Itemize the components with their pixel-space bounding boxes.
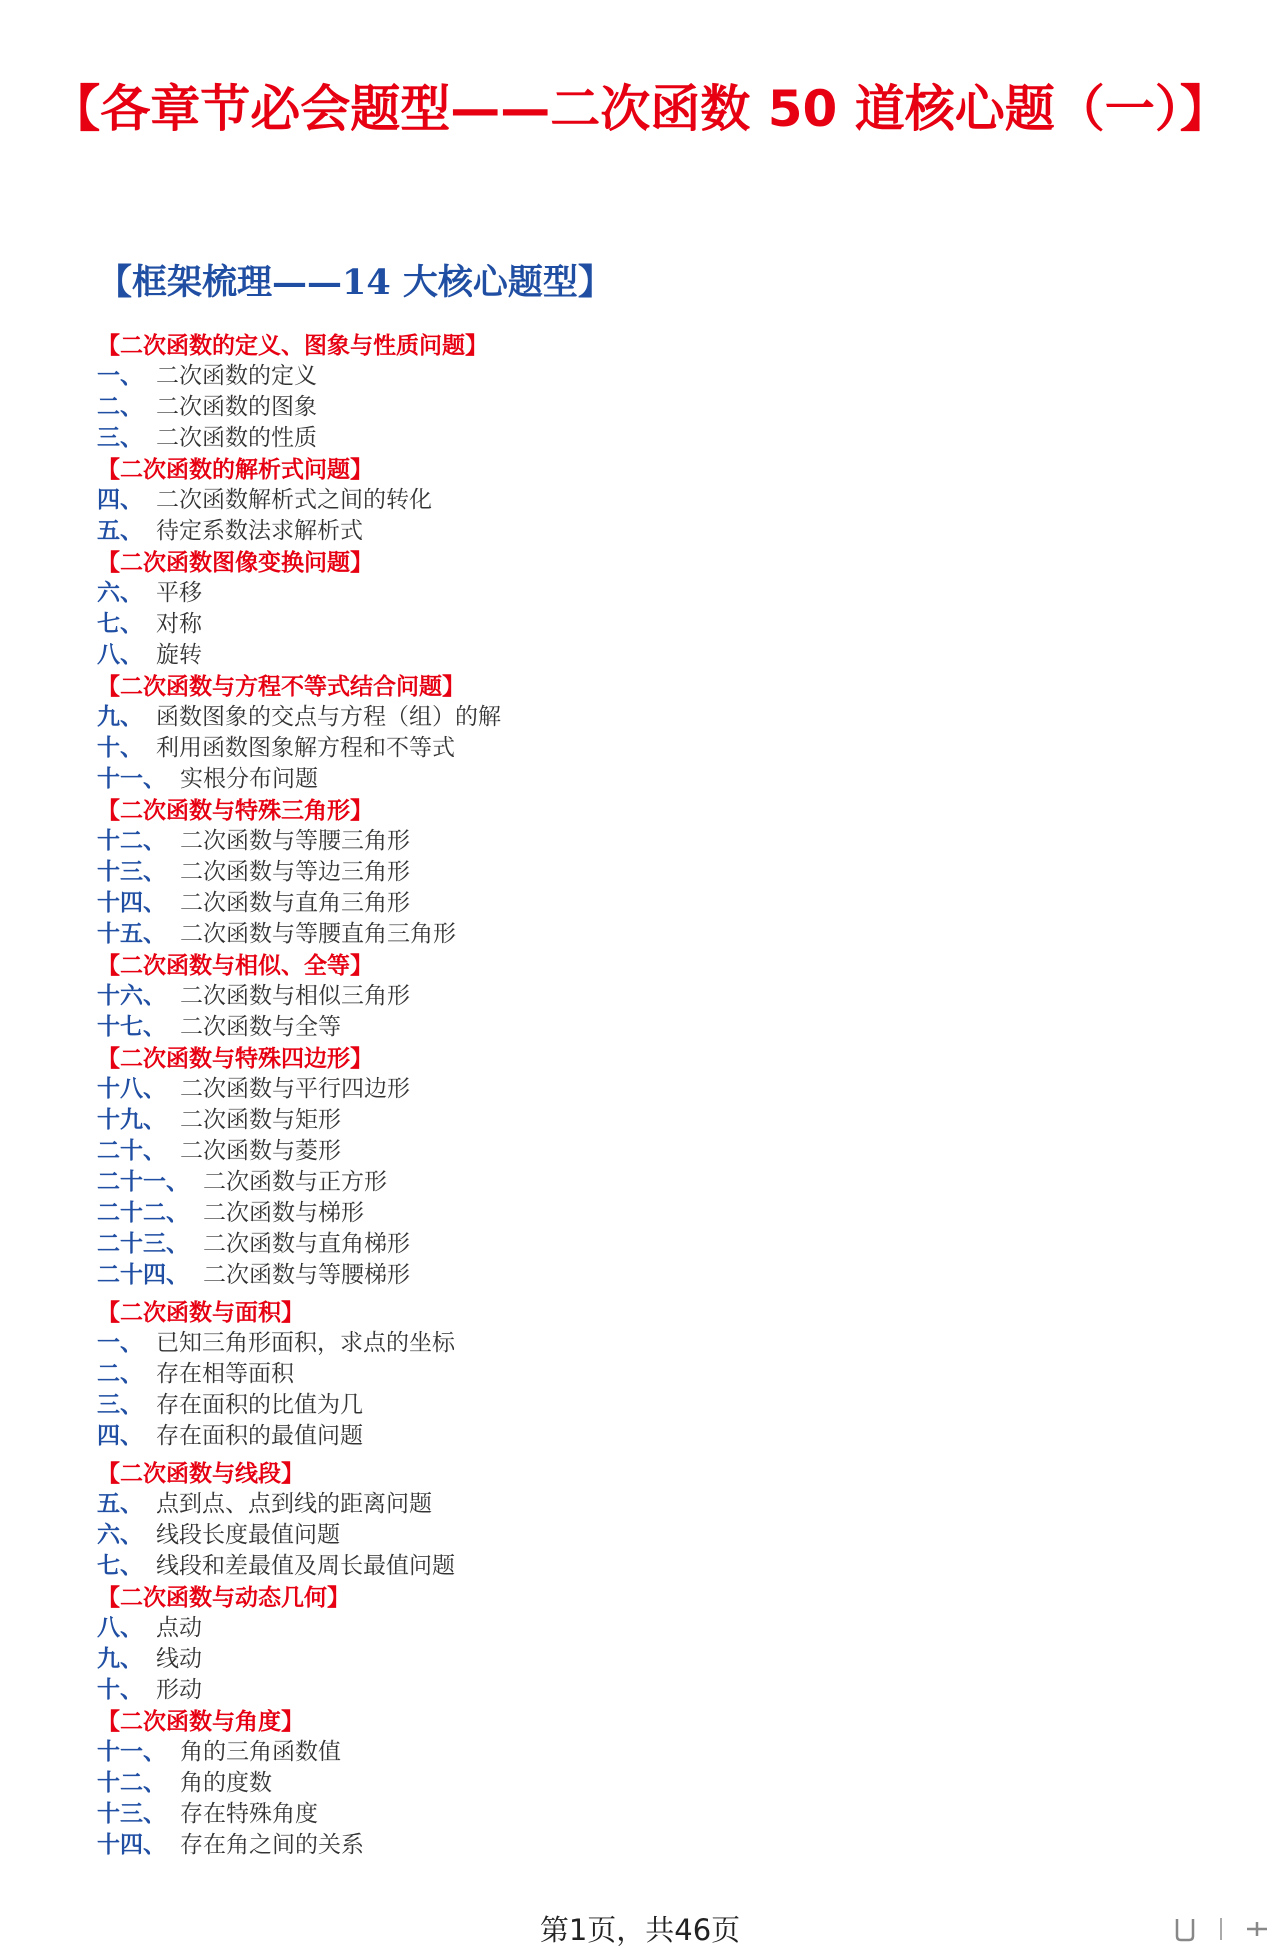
list-item <box>97 392 501 423</box>
item-text: 线动 <box>156 1646 202 1672</box>
item-text: 形动 <box>156 1677 202 1703</box>
section-heading: 【二次函数的解析式问题】 <box>97 456 373 483</box>
item-text: 点到点、点到线的距离问题 <box>156 1491 432 1517</box>
list-item <box>97 1644 501 1675</box>
item-number: 九、 <box>97 1646 143 1672</box>
item-number: 五、 <box>97 1491 143 1517</box>
item-number: 二、 <box>97 1361 143 1387</box>
item-number: 二十三、 <box>97 1231 189 1257</box>
item-text: 二次函数与矩形 <box>180 1107 341 1133</box>
item-number: 十二、 <box>97 1770 166 1796</box>
item-number: 五、 <box>97 518 143 544</box>
item-number: 十八、 <box>97 1076 166 1102</box>
item-text: 存在角之间的关系 <box>180 1832 364 1858</box>
list-item <box>97 1421 501 1452</box>
item-text: 二次函数与等边三角形 <box>180 859 410 885</box>
item-number: 十一、 <box>97 766 166 792</box>
item-number: 四、 <box>97 1423 143 1449</box>
section-heading: 【二次函数与相似、全等】 <box>97 952 373 979</box>
item-number: 十三、 <box>97 859 166 885</box>
section-heading: 【二次函数与特殊三角形】 <box>97 797 373 824</box>
item-number: 二十四、 <box>97 1262 189 1288</box>
item-text: 角的三角函数值 <box>180 1739 341 1765</box>
item-text: 二次函数与全等 <box>180 1014 341 1040</box>
item-text: 函数图象的交点与方程（组）的解 <box>156 704 501 730</box>
item-text: 二次函数的图象 <box>156 394 317 420</box>
item-text: 存在面积的最值问题 <box>156 1423 363 1449</box>
item-text: 线段长度最值问题 <box>156 1522 340 1548</box>
separator-icon <box>1208 1916 1234 1942</box>
item-number: 八、 <box>97 642 143 668</box>
list-item <box>97 578 501 609</box>
item-text: 二次函数与等腰直角三角形 <box>180 921 456 947</box>
item-number: 九、 <box>97 704 143 730</box>
section-heading: 【二次函数与面积】 <box>97 1299 304 1326</box>
item-text: 对称 <box>156 611 202 637</box>
item-number: 二十二、 <box>97 1200 189 1226</box>
list-item <box>97 1359 501 1390</box>
item-number: 十七、 <box>97 1014 166 1040</box>
item-number: 十二、 <box>97 828 166 854</box>
item-number: 十一、 <box>97 1739 166 1765</box>
item-number: 十四、 <box>97 890 166 916</box>
list-item <box>97 485 501 516</box>
item-number: 六、 <box>97 1522 143 1548</box>
item-text: 二次函数与等腰梯形 <box>203 1262 410 1288</box>
item-text: 二次函数解析式之间的转化 <box>156 487 432 513</box>
list-item <box>97 733 501 764</box>
list-item <box>97 609 501 640</box>
list-item <box>97 423 501 454</box>
item-number: 三、 <box>97 425 143 451</box>
bracket-icon[interactable] <box>1172 1916 1198 1942</box>
item-text: 利用函数图象解方程和不等式 <box>156 735 455 761</box>
list-item <box>97 764 501 795</box>
item-number: 十六、 <box>97 983 166 1009</box>
page-title: 【各章节必会题型——二次函数 50 道核心题（一）】 <box>50 80 1230 138</box>
item-number: 二、 <box>97 394 143 420</box>
item-text: 二次函数与梯形 <box>203 1200 364 1226</box>
item-text: 平移 <box>156 580 202 606</box>
list-item <box>97 1768 501 1799</box>
item-text: 角的度数 <box>180 1770 272 1796</box>
list-item <box>97 1260 501 1291</box>
list-item <box>97 1198 501 1229</box>
list-item <box>97 826 501 857</box>
item-text: 二次函数与正方形 <box>203 1169 387 1195</box>
item-number: 六、 <box>97 580 143 606</box>
list-item <box>97 1551 501 1582</box>
list-item <box>97 857 501 888</box>
item-number: 十、 <box>97 1677 143 1703</box>
list-item <box>97 516 501 547</box>
section-heading: 【二次函数与特殊四边形】 <box>97 1045 373 1072</box>
section-heading: 【二次函数的定义、图象与性质问题】 <box>97 332 488 359</box>
item-number: 七、 <box>97 611 143 637</box>
section-heading: 【二次函数与线段】 <box>97 1460 304 1487</box>
list-item <box>97 1328 501 1359</box>
item-number: 十五、 <box>97 921 166 947</box>
list-item <box>97 1012 501 1043</box>
viewer-toolbar <box>1172 1915 1270 1943</box>
item-text: 二次函数与平行四边形 <box>180 1076 410 1102</box>
list-item <box>97 919 501 950</box>
item-text: 线段和差最值及周长最值问题 <box>156 1553 455 1579</box>
list-item <box>97 1489 501 1520</box>
list-item <box>97 702 501 733</box>
item-text: 已知三角形面积，求点的坐标 <box>156 1330 455 1356</box>
item-text: 实根分布问题 <box>180 766 318 792</box>
item-text: 二次函数的性质 <box>156 425 317 451</box>
list-item <box>97 1136 501 1167</box>
item-number: 十四、 <box>97 1832 166 1858</box>
item-number: 十三、 <box>97 1801 166 1827</box>
section-heading: 【二次函数与方程不等式结合问题】 <box>97 673 465 700</box>
list-item <box>97 888 501 919</box>
item-number: 四、 <box>97 487 143 513</box>
page-indicator: 第1页，共46页 <box>539 1913 741 1947</box>
section-heading: 【二次函数图像变换问题】 <box>97 549 373 576</box>
item-text: 二次函数与直角三角形 <box>180 890 410 916</box>
section-heading: 【二次函数与动态几何】 <box>97 1584 350 1611</box>
grid-icon[interactable] <box>1244 1916 1270 1942</box>
item-number: 七、 <box>97 1553 143 1579</box>
item-text: 二次函数与直角梯形 <box>203 1231 410 1257</box>
item-text: 存在面积的比值为几 <box>156 1392 363 1418</box>
list-item <box>97 1737 501 1768</box>
table-of-contents <box>97 330 501 1861</box>
item-text: 存在相等面积 <box>156 1361 294 1387</box>
list-item <box>97 1229 501 1260</box>
list-item <box>97 361 501 392</box>
item-text: 点动 <box>156 1615 202 1641</box>
item-number: 十九、 <box>97 1107 166 1133</box>
list-item <box>97 1167 501 1198</box>
item-number: 十、 <box>97 735 143 761</box>
list-item <box>97 1074 501 1105</box>
list-item <box>97 1520 501 1551</box>
item-number: 一、 <box>97 363 143 389</box>
item-number: 一、 <box>97 1330 143 1356</box>
list-item <box>97 1390 501 1421</box>
item-text: 二次函数的定义 <box>156 363 317 389</box>
item-number: 八、 <box>97 1615 143 1641</box>
section-heading: 【二次函数与角度】 <box>97 1708 304 1735</box>
list-item <box>97 1105 501 1136</box>
item-number: 三、 <box>97 1392 143 1418</box>
list-item <box>97 1675 501 1706</box>
list-item <box>97 1830 501 1861</box>
item-text: 二次函数与菱形 <box>180 1138 341 1164</box>
item-text: 存在特殊角度 <box>180 1801 318 1827</box>
list-item <box>97 640 501 671</box>
item-number: 二十一、 <box>97 1169 189 1195</box>
list-item <box>97 1799 501 1830</box>
item-text: 二次函数与相似三角形 <box>180 983 410 1009</box>
framework-heading: 【框架梳理——14 大核心题型】 <box>97 262 613 303</box>
item-text: 待定系数法求解析式 <box>156 518 363 544</box>
list-item <box>97 1613 501 1644</box>
item-text: 二次函数与等腰三角形 <box>180 828 410 854</box>
item-text: 旋转 <box>156 642 202 668</box>
item-number: 二十、 <box>97 1138 166 1164</box>
list-item <box>97 981 501 1012</box>
